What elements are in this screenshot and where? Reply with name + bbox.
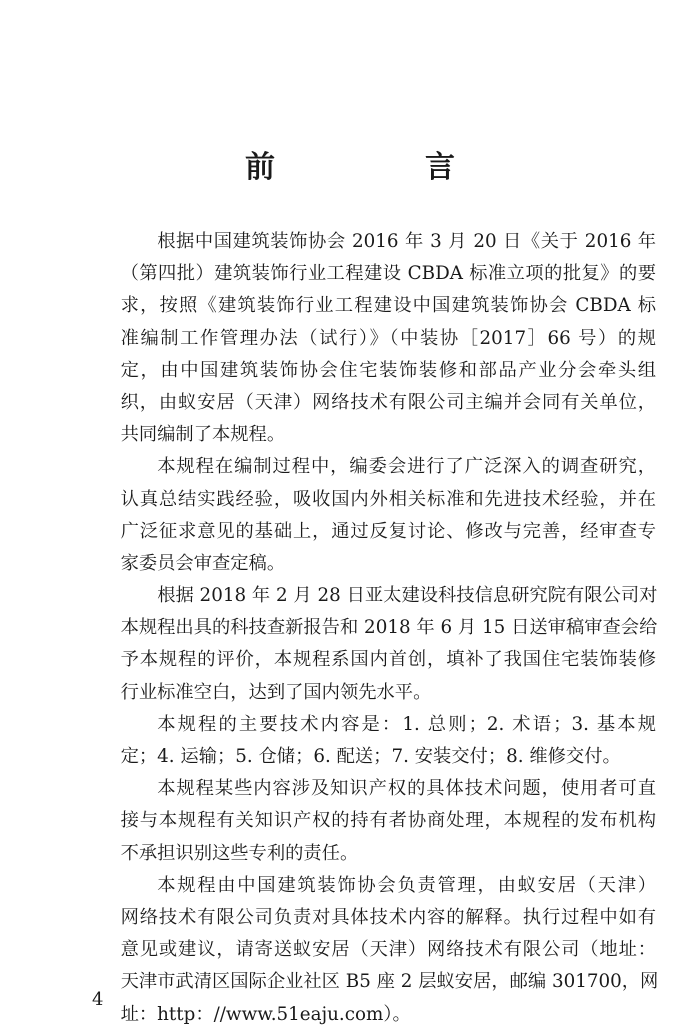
text-line: （第四批）建筑装饰行业工程建设 CBDA 标准立项的批复》的要 [120,263,656,285]
paragraph-4 [84,709,656,773]
text-line: 根据 2018 年 2 月 28 日亚太建设科技信息研究院有限公司对 [157,585,658,607]
text-line: 天津市武清区国际企业社区 B5 座 2 层蚁安居，邮编 301700，网 [120,971,659,993]
text-line: 不承担识别这些专利的责任。 [120,842,359,864]
text-line: 定；4. 运输；5. 仓储；6. 配送；7. 安装交付；8. 维修交付。 [120,746,621,767]
text-line: 定，由中国建筑装饰协会住宅装饰装修和部品产业分会牵头组 [120,359,656,381]
text-line: 本规程某些内容涉及知识产权的具体技术问题，使用者可直 [157,778,656,800]
text-line: 本规程由中国建筑装饰协会负责管理，由蚁安居（天津） [157,874,656,896]
paragraph-3 [84,580,656,709]
text-line: 根据中国建筑装饰协会 2016 年 3 月 20 日《关于 2016 年 [157,231,656,252]
text-line: 意见或建议，请寄送蚁安居（天津）网络技术有限公司（地址： [120,939,656,961]
text-line: 认真总结实践经验，吸收国内外相关标准和先进技术经验，并在 [120,488,656,510]
page-title: 前 言 [245,150,515,185]
text-line: 织，由蚁安居（天津）网络技术有限公司主编并会同有关单位， [120,391,656,413]
page-number: 4 [92,989,104,1010]
paragraph-5 [84,773,656,870]
paragraph-6 [84,870,659,1031]
text-line: 网络技术有限公司负责对具体技术内容的解释。执行过程中如有 [120,906,656,928]
paragraph-1 [84,226,656,451]
document-body [84,226,659,1031]
text-line: 本规程出具的科技查新报告和 2018 年 6 月 15 日送审稿审查会给 [120,617,658,639]
paragraph-2 [84,451,656,580]
text-line: 准编制工作管理办法（试行）》（中装协［2017］66 号）的规 [120,327,656,349]
text-line: 予本规程的评价，本规程系国内首创，填补了我国住宅装饰装修 [120,649,656,671]
text-line: 共同编制了本规程。 [120,424,286,446]
text-line: 广泛征求意见的基础上，通过反复讨论、修改与完善，经审查专 [120,520,656,542]
text-line: 行业标准空白，达到了国内领先水平。 [120,681,432,703]
text-line: 求，按照《建筑装饰行业工程建设中国建筑装饰协会 CBDA 标 [120,295,656,317]
text-line: 家委员会审查定稿。 [120,552,286,574]
text-line: 本规程在编制过程中，编委会进行了广泛深入的调查研究， [157,456,656,478]
text-line: 址：http：//www.51eaju.com）。 [120,1003,411,1025]
text-line: 本规程的主要技术内容是：1. 总则；2. 术语；3. 基本规 [157,713,656,735]
text-line: 接与本规程有关知识产权的持有者协商处理，本规程的发布机构 [120,810,656,832]
